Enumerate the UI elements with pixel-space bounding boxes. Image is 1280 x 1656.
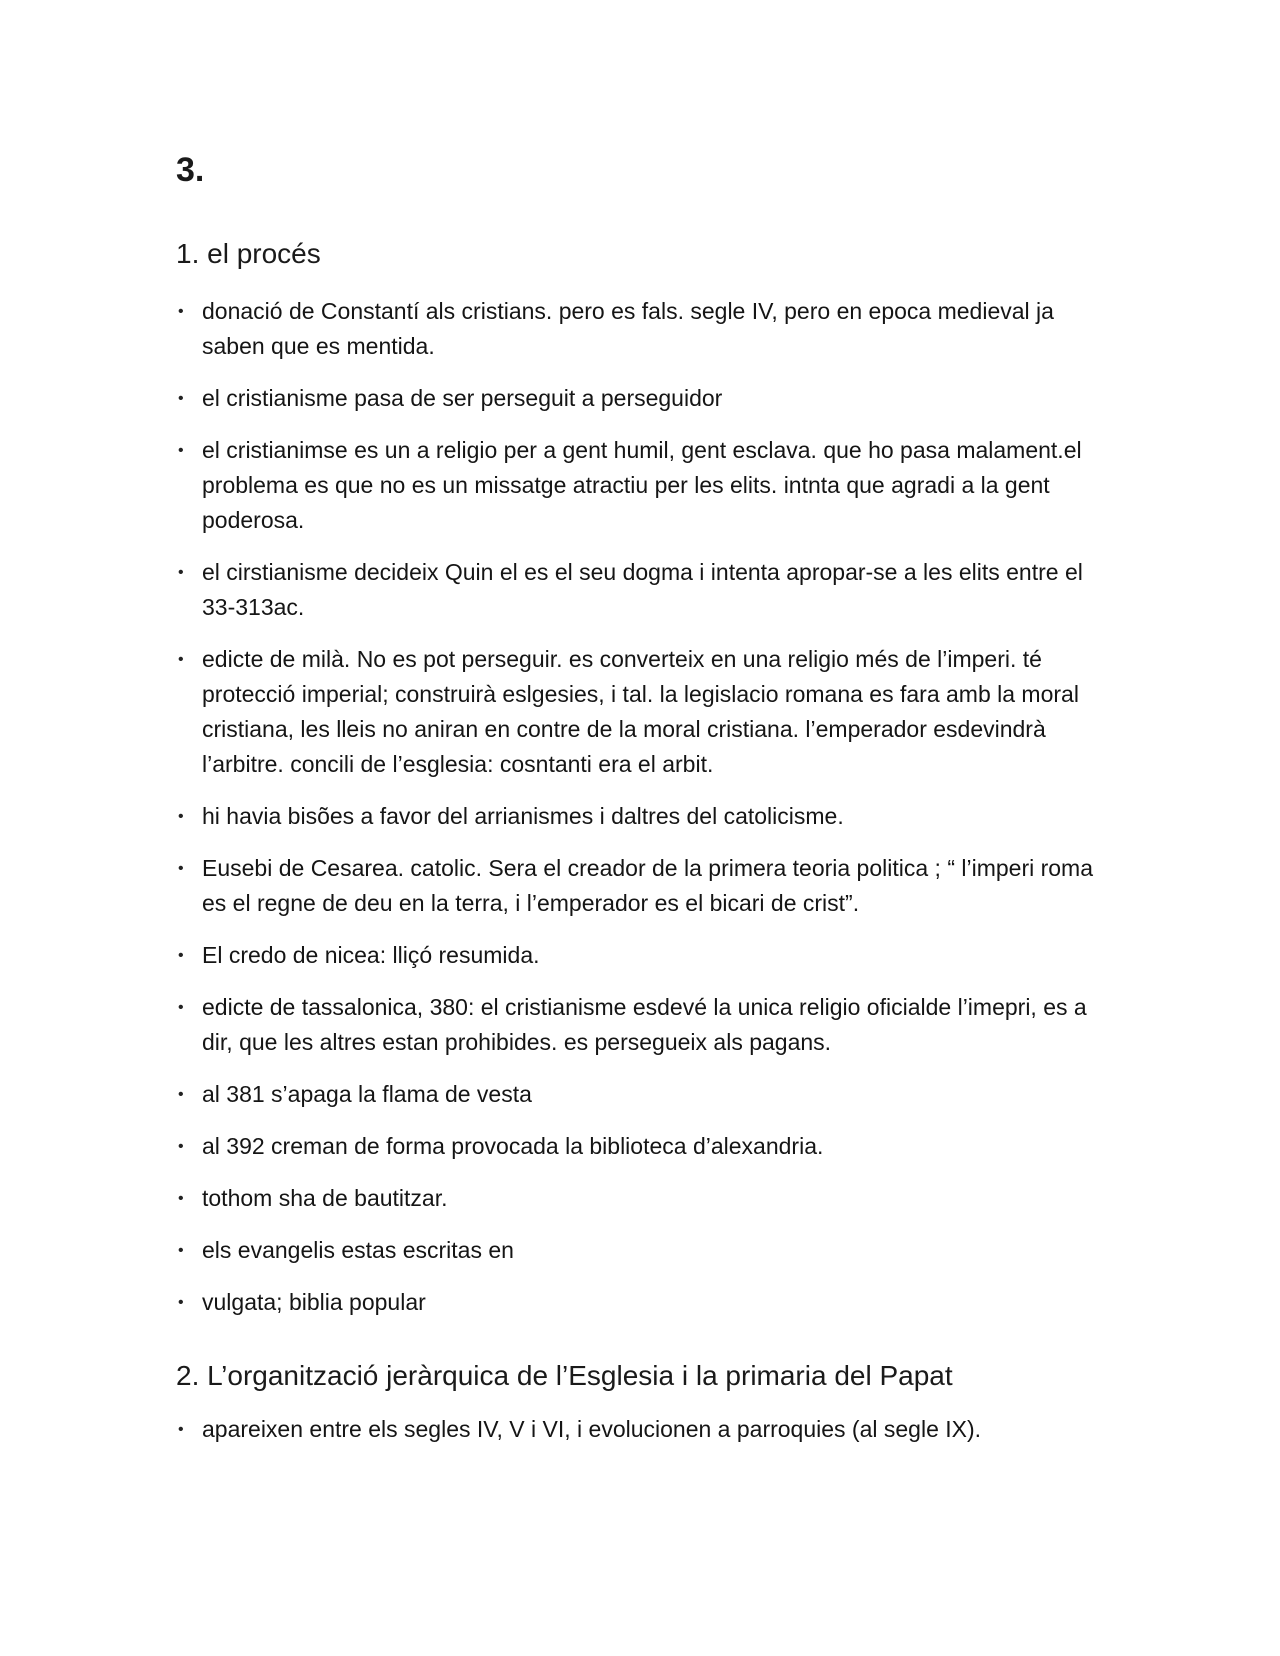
bullet-list [176, 294, 1104, 1320]
list-item [176, 1233, 1104, 1268]
list-item-text: el cristianimse es un a religio per a gent humil, gent esclava. que ho pasa malament.el problema es que no es un missatge atractiu per les elits. intnta que agradi a la gent poderosa. [202, 437, 1082, 533]
list-item-text: el cirstianisme decideix Quin el es el seu dogma i intenta apropar-se a les elits entre el 33-313ac. [202, 559, 1083, 620]
bullet-dot-icon: • [178, 390, 184, 407]
bullet-dot-icon: • [178, 651, 184, 668]
bullet-dot-icon: • [178, 564, 184, 581]
list-item-text: el cristianisme pasa de ser perseguit a perseguidor [202, 385, 723, 411]
bullet-dot-icon: • [178, 442, 184, 459]
list-item [176, 1077, 1104, 1112]
section-organitzacio-jerarquica [176, 1358, 1104, 1447]
list-item [176, 381, 1104, 416]
bullet-dot-icon: • [178, 1294, 184, 1311]
bullet-dot-icon: • [178, 999, 184, 1016]
bullet-dot-icon: • [178, 1421, 184, 1438]
list-item-text: El credo de nicea: lliçó resumida. [202, 942, 540, 968]
list-item-text: edicte de tassalonica, 380: el cristianisme esdevé la unica religio oficialde l’imepri, es a dir, que les altres estan prohibides. es persegueix als pagans. [202, 994, 1087, 1055]
section-heading: 2. L’organització jeràrquica de l’Esglesia i la primaria del Papat [176, 1360, 953, 1391]
list-item [176, 799, 1104, 834]
list-item [176, 990, 1104, 1060]
list-item-text: Eusebi de Cesarea. catolic. Sera el creador de la primera teoria politica ; “ l’imperi roma es el regne de deu en la terra, i l’emperador es el bicari de crist”. [202, 855, 1094, 916]
list-item-text: hi havia bisões a favor del arrianismes i daltres del catolicisme. [202, 803, 844, 829]
bullet-dot-icon: • [178, 1086, 184, 1103]
list-item [176, 1129, 1104, 1164]
list-item [176, 433, 1104, 538]
list-item [176, 1285, 1104, 1320]
list-item-text: donació de Constantí als cristians. pero es fals. segle IV, pero en epoca medieval ja saben que es mentida. [202, 298, 1054, 359]
list-item-text: al 381 s’apaga la flama de vesta [202, 1081, 532, 1107]
list-item-text: al 392 creman de forma provocada la biblioteca d’alexandria. [202, 1133, 824, 1159]
bullet-dot-icon: • [178, 1190, 184, 1207]
bullet-dot-icon: • [178, 808, 184, 825]
bullet-dot-icon: • [178, 1242, 184, 1259]
document-title: 3. [176, 151, 205, 189]
bullet-list [176, 1412, 1104, 1447]
bullet-dot-icon: • [178, 303, 184, 320]
list-item [176, 938, 1104, 973]
list-item [176, 1412, 1104, 1447]
list-item [176, 294, 1104, 364]
bullet-dot-icon: • [178, 860, 184, 877]
bullet-dot-icon: • [178, 947, 184, 964]
list-item-text: apareixen entre els segles IV, V i VI, i evolucionen a parroquies (al segle IX). [202, 1416, 982, 1442]
list-item [176, 642, 1104, 782]
list-item-text: els evangelis estas escritas en [202, 1237, 514, 1263]
list-item [176, 555, 1104, 625]
list-item [176, 851, 1104, 921]
bullet-dot-icon: • [178, 1138, 184, 1155]
list-item-text: edicte de milà. No es pot perseguir. es converteix en una religio més de l’imperi. té protecció imperial; construirà eslgesies, i tal. la legislacio romana es fara amb la moral cristiana, les lleis no aniran en contre de la moral cristiana. l’emperador esdevindrà l’arbitre. concili de l’esglesia: cosntanti era el arbit. [202, 646, 1079, 777]
list-item-text: tothom sha de bautitzar. [202, 1185, 448, 1211]
list-item [176, 1181, 1104, 1216]
section-heading: 1. el procés [176, 238, 321, 269]
section-el-proces [176, 236, 1104, 1320]
list-item-text: vulgata; biblia popular [202, 1289, 426, 1315]
